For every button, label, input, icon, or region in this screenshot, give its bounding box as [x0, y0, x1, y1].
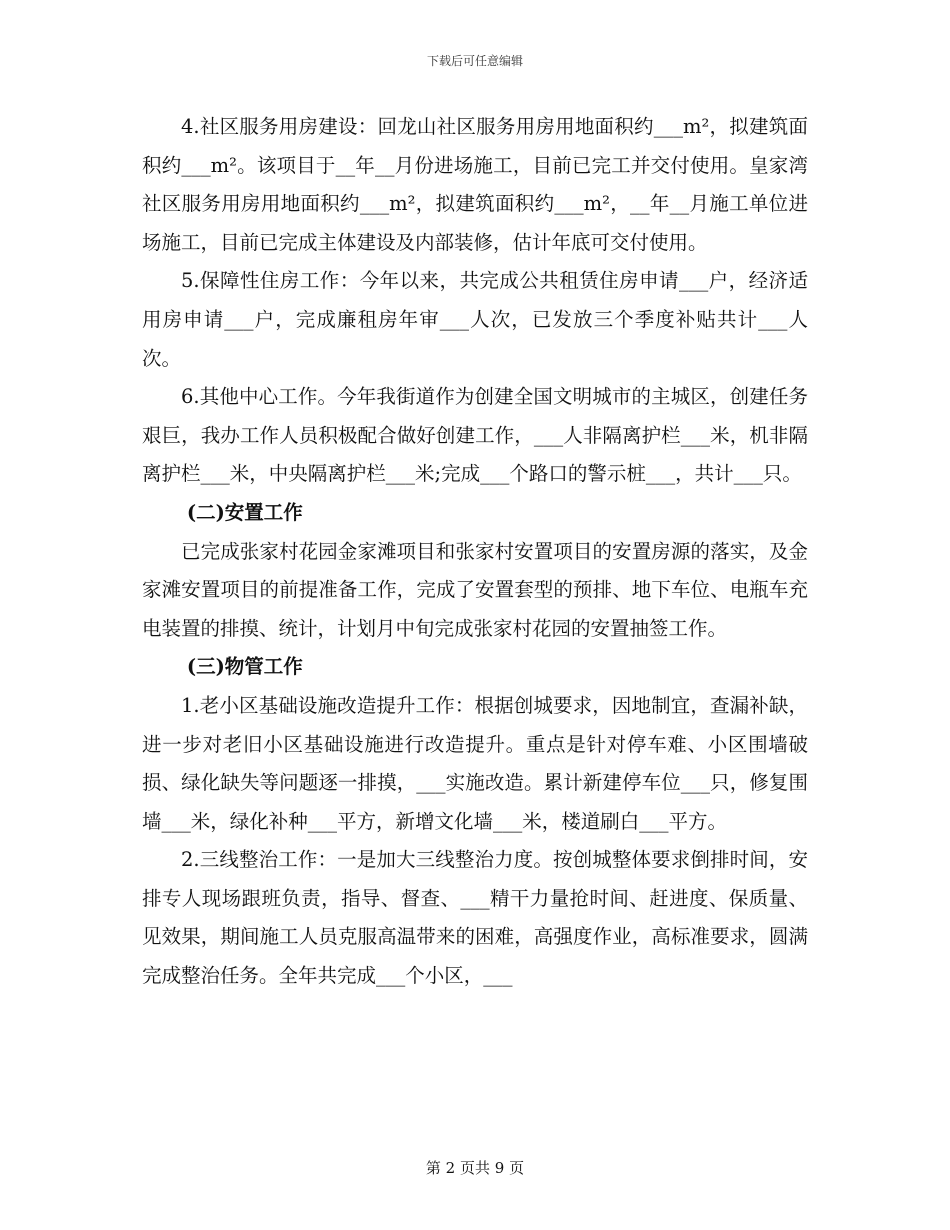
page-footer: 第 2 页共 9 页	[425, 1159, 525, 1177]
page-header: 下载后可任意编辑	[426, 54, 523, 68]
paragraph-other-work: 6.其他中心工作。今年我街道作为创建全国文明城市的主城区，创建任务艰巨，我办工作人员积极配合做好创建工作，___人非隔离护栏___米，机非隔离护栏___米，中央隔离护栏___米;完成___个路口的警示桩___，共计___只。	[142, 385, 808, 486]
document-body	[142, 108, 808, 996]
paragraph-old-community-upgrade: 1.老小区基础设施改造提升工作：根据创城要求，因地制宜，查漏补缺，进一步对老旧小区基础设施进行改造提升。重点是针对停车难、小区围墙破损、绿化缺失等问题逐一排摸，___实施改造。累计新建停车位___只，修复围墙___米，绿化补种___平方，新增文化墙___米，楼道刷白___平方。	[142, 693, 808, 833]
paragraph-resettlement: 已完成张家村花园金家滩项目和张家村安置项目的安置房源的落实，及金家滩安置项目的前提准备工作，完成了安置套型的预排、地下车位、电瓶车充电装置的排摸、统计，计划月中旬完成张家村花园的安置抽签工作。	[142, 539, 808, 640]
section-heading-property-management: (三)物管工作	[186, 655, 303, 679]
section-heading-resettlement: (二)安置工作	[186, 500, 303, 524]
paragraph-line-rectification: 2.三线整治工作：一是加大三线整治力度。按创城整体要求倒排时间，安排专人现场跟班负责，指导、督查、___精干力量抢时间、赶进度、保质量、见效果，期间施工人员克服高温带来的困难，高强度作业，高标准要求，圆满完成整治任务。全年共完成___个小区，___	[142, 848, 808, 988]
paragraph-affordable-housing: 5.保障性住房工作：今年以来，共完成公共租赁住房申请___户，经济适用房申请___户，完成廉租房年审___人次，已发放三个季度补贴共计___人次。	[142, 269, 808, 370]
paragraph-community-housing: 4.社区服务用房建设：回龙山社区服务用房用地面积约___m²，拟建筑面积约___m²。该项目于__年__月份进场施工，目前已完工并交付使用。皇家湾社区服务用房用地面积约___m²，拟建筑面积约___m²，__年__月施工单位进场施工，目前已完成主体建设及内部装修，估计年底可交付使用。	[142, 115, 808, 254]
